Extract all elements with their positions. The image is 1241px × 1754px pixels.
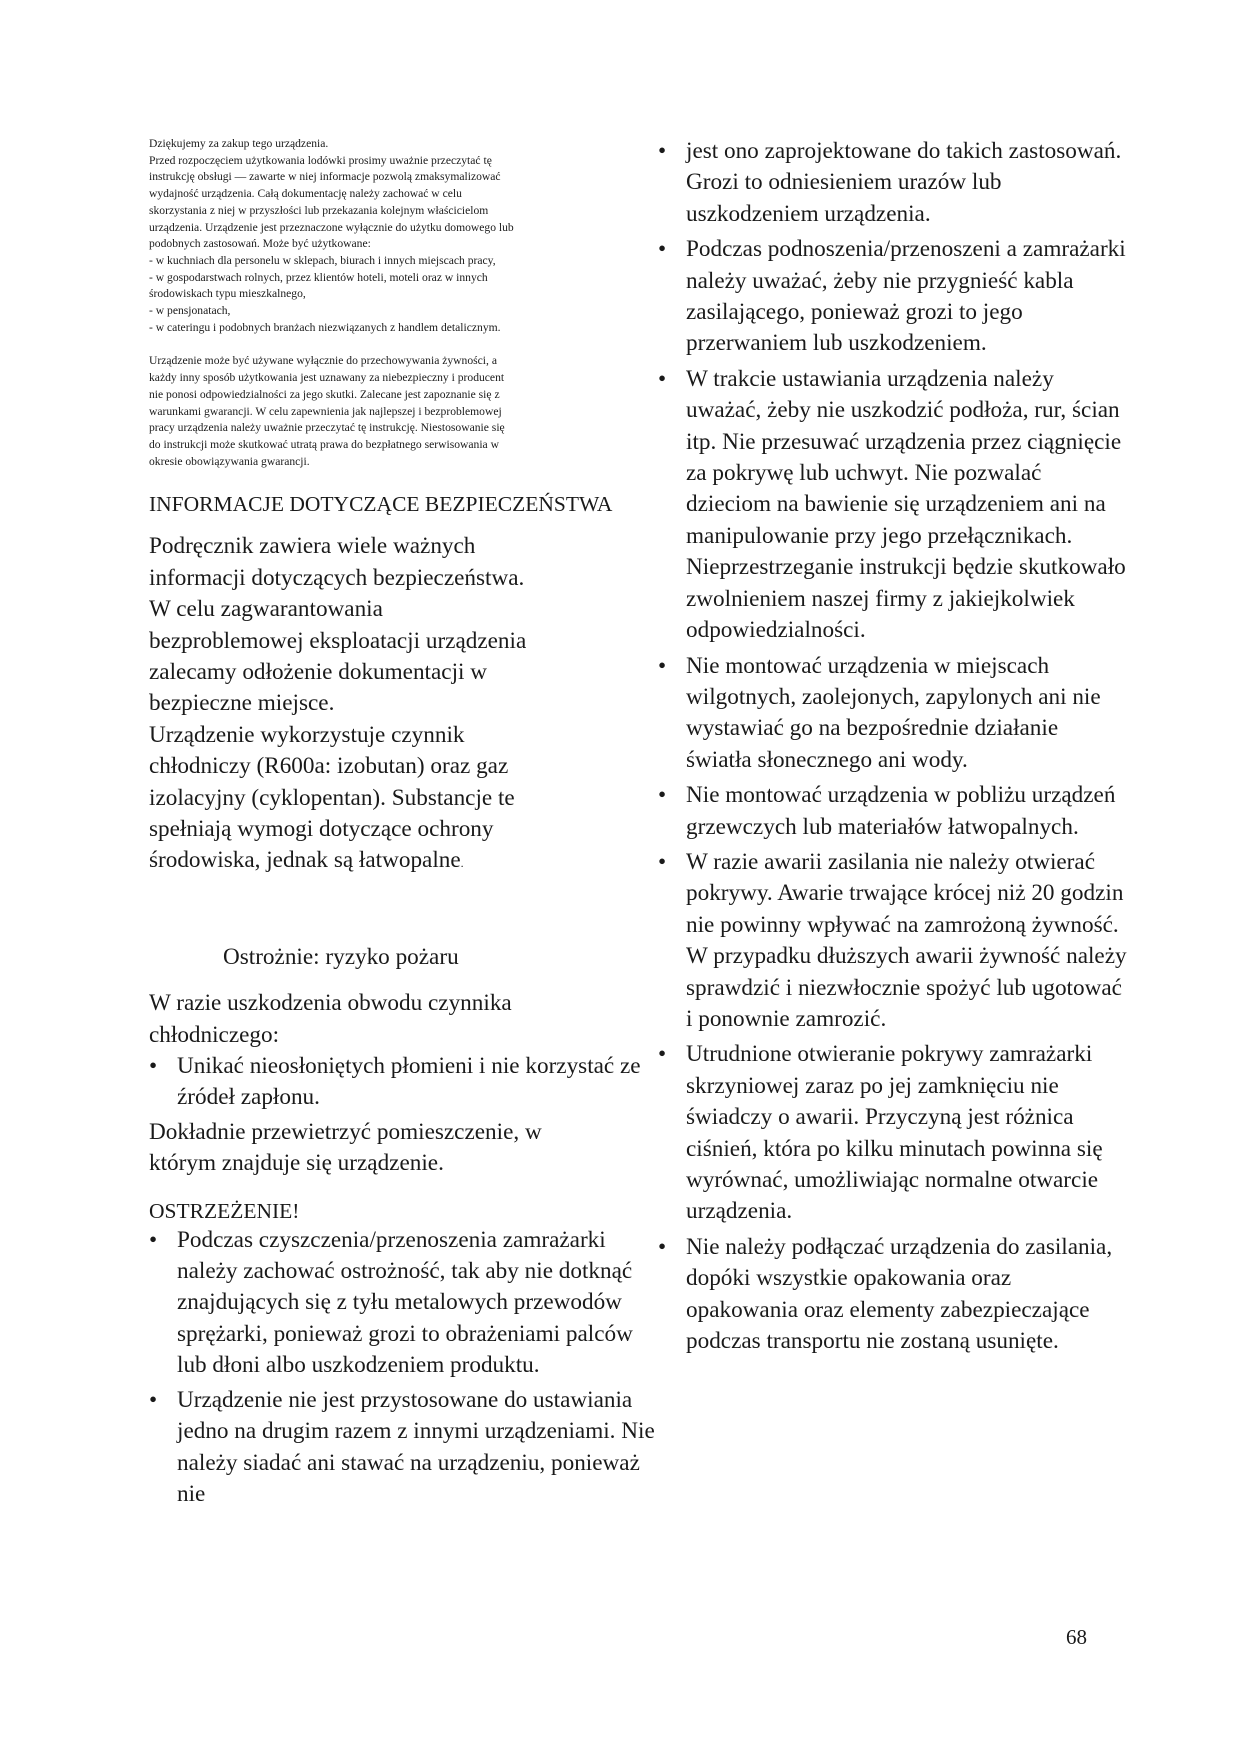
caution-intro bbox=[149, 988, 659, 1051]
bullet-icon: • bbox=[658, 848, 667, 875]
safety-line-last bbox=[149, 845, 659, 879]
safety-line: chłodniczy (R600a: izobutan) oraz gaz bbox=[149, 753, 509, 780]
usage-line: pracy urządzenia należy uważnie przeczytać tę instrukcję. Niestosowanie się bbox=[149, 421, 505, 435]
caution-title: Ostrożnie: ryzyko pożaru bbox=[223, 943, 459, 970]
warning-bullet-item bbox=[658, 234, 1128, 360]
safety-line: bezpieczne miejsce. bbox=[149, 690, 335, 717]
warning-bullet-text: W razie awarii zasilania nie należy otwierać pokrywy. Awarie trwające krócej niż 20 godzin nie powinny wpływać na zamrożoną żywność. W przypadku dłuższych awarii żywność należy sprawdzić i niezwłocznie spożyć lub ugotować i ponownie zamrozić. bbox=[686, 848, 1127, 1032]
intro-line: - w kuchniach dla personelu w sklepach, biurach i innych miejscach pracy, bbox=[149, 253, 496, 267]
safety-line: informacji dotyczących bezpieczeństwa. bbox=[149, 564, 525, 591]
right-column bbox=[658, 136, 1128, 1361]
usage-line: warunkami gwarancji. W celu zapewnienia jak najlepszej i bezproblemowej bbox=[149, 404, 502, 418]
safety-line: zalecamy odłożenie dokumentacji w bbox=[149, 658, 488, 685]
bullet-icon: • bbox=[658, 1233, 667, 1260]
warning-bullet-item bbox=[149, 1225, 659, 1382]
bullet-icon: • bbox=[149, 1226, 158, 1253]
intro-line: Przed rozpoczęciem użytkowania lodówki prosimy uważnie przeczytać tę bbox=[149, 153, 492, 167]
warning-title: OSTRZEŻENIE! bbox=[149, 1198, 300, 1223]
warning-bullet-item bbox=[658, 847, 1128, 1035]
bullet-icon: • bbox=[658, 138, 667, 164]
safety-paragraph bbox=[149, 531, 659, 879]
warning-bullet-item bbox=[658, 651, 1128, 777]
usage-line: nie ponosi odpowiedzialności za jego skutki. Zalecane jest zapoznanie się z bbox=[149, 387, 500, 401]
warning-bullet-text: Utrudnione otwieranie pokrywy zamrażarki skrzyniowej zaraz po jej zamknięciu nie świadczy o awarii. Przyczyną jest różnica ciśnień, która po kilku minutach powinna się wyrównać, umożliwiając normalne otwarcie urządzenia. bbox=[686, 1041, 1103, 1225]
intro-line: podobnych zastosowań. Może być użytkowane: bbox=[149, 237, 371, 251]
warning-bullet-text: W trakcie ustawiania urządzenia należy uważać, żeby nie uszkodzić podłoża, rur, ścian itp. Nie przesuwać urządzenia przez ciągnięcie za pokrywę lub uchwyt. Nie pozwalać dzieciom na bawienie się urządzeniem ani na manipulowanie przy jego przełącznikach. Nieprzestrzeganie instrukcji będzie skutkowało zwolnieniem naszej firmy z jakiejkolwiek odpowiedzialności. bbox=[686, 365, 1126, 644]
intro-line: skorzystania z niej w przyszłości lub przekazania kolejnym właścicielom bbox=[149, 203, 489, 217]
usage-line: do instrukcji może skutkować utratą prawa do bezpłatnego serwisowania w bbox=[149, 437, 499, 451]
safety-line: Urządzenie wykorzystuje czynnik bbox=[149, 721, 465, 748]
warning-bullet-text: jest ono zaprojektowane do takich zastosowań. Grozi to odniesieniem urazów lub uszkodzeniem urządzenia. bbox=[686, 138, 1122, 227]
safety-line: bezproblemowej eksploatacji urządzenia bbox=[149, 627, 527, 654]
caution-after-line: którym znajduje się urządzenie. bbox=[149, 1150, 444, 1177]
caution-bullet-item bbox=[149, 1051, 659, 1114]
caution-bullet-list bbox=[149, 1051, 659, 1114]
intro-block bbox=[149, 136, 659, 470]
bullet-icon: • bbox=[658, 782, 667, 809]
caution-intro-line: W razie uszkodzenia obwodu czynnika bbox=[149, 990, 512, 1017]
safety-line: W celu zagwarantowania bbox=[149, 596, 383, 623]
intro-line: instrukcję obsługi — zawarte w niej informacje pozwolą zmaksymalizować bbox=[149, 170, 501, 184]
warning-bullet-list-right bbox=[658, 136, 1128, 1357]
warning-bullet-text: Nie montować urządzenia w miejscach wilgotnych, zaolejonych, zapylonych ani nie wystawiać go na bezpośrednie działanie światła słonecznego ani wody. bbox=[686, 652, 1101, 773]
warning-bullet-list-left bbox=[149, 1225, 659, 1511]
intro-line: - w cateringu i podobnych branżach niezwiązanych z handlem detalicznym. bbox=[149, 320, 501, 334]
warning-bullet-text: Nie należy podłączać urządzenia do zasilania, dopóki wszystkie opakowania oraz opakowania oraz elementy zabezpieczające podczas transportu nie zostaną usunięte. bbox=[686, 1233, 1113, 1355]
safety-last-text: środowiska, jednak są łatwopalne bbox=[149, 847, 461, 874]
warning-bullet-text: Podczas czyszczenia/przenoszenia zamrażarki należy zachować ostrożność, tak aby nie dotknąć znajdujących się z tyłu metalowych przewodów sprężarki, ponieważ grozi to obrażeniami palców lub dłoni albo uszkodzeniem produktu. bbox=[177, 1226, 633, 1379]
caution-after-line: Dokładnie przewietrzyć pomieszczenie, w bbox=[149, 1118, 542, 1145]
warning-bullet-item bbox=[658, 1039, 1128, 1227]
bullet-icon: • bbox=[658, 1041, 667, 1068]
page-number: 68 bbox=[1066, 1625, 1087, 1649]
safety-line: spełniają wymogi dotyczące ochrony bbox=[149, 816, 494, 843]
caution-intro-line: chłodniczego: bbox=[149, 1021, 280, 1048]
usage-line: Urządzenie może być używane wyłącznie do przechowywania żywności, a bbox=[149, 354, 497, 368]
usage-line: okresie obowiązywania gwarancji. bbox=[149, 454, 310, 468]
warning-bullet-item bbox=[658, 1232, 1128, 1358]
bullet-icon: • bbox=[658, 365, 667, 392]
intro-line: Dziękujemy za zakup tego urządzenia. bbox=[149, 137, 329, 150]
warning-bullet-item bbox=[658, 364, 1128, 647]
usage-line: każdy inny sposób użytkowania jest uznawany za niebezpieczny i producent bbox=[149, 371, 505, 385]
safety-last-dot: . bbox=[460, 856, 464, 871]
caution-bullet-text: Unikać nieosłoniętych płomieni i nie korzystać ze źródeł zapłonu. bbox=[177, 1053, 641, 1111]
intro-line: wydajność urządzenia. Całą dokumentację należy zachować w celu bbox=[149, 187, 462, 201]
intro-line: - w pensjonatach, bbox=[149, 304, 231, 318]
safety-heading: INFORMACJE DOTYCZĄCE BEZPIECZEŃSTWA bbox=[149, 492, 613, 517]
intro-line: środowiskach typu mieszkalnego, bbox=[149, 287, 306, 301]
caution-after bbox=[149, 1117, 659, 1180]
intro-line: urządzenia. Urządzenie jest przeznaczone wyłącznie do użytku domowego lub bbox=[149, 220, 514, 234]
intro-line: - w gospodarstwach rolnych, przez klientów hoteli, moteli oraz w innych bbox=[149, 270, 488, 284]
warning-bullet-text: Podczas podnoszenia/przenoszeni a zamrażarki należy uważać, żeby nie przygnieść kabla zasilającego, ponieważ grozi to jego przerwaniem lub uszkodzeniem. bbox=[686, 236, 1126, 357]
bullet-icon: • bbox=[658, 652, 667, 679]
bullet-icon: • bbox=[149, 1386, 158, 1413]
safety-line: Podręcznik zawiera wiele ważnych bbox=[149, 533, 476, 560]
bullet-icon: • bbox=[658, 236, 667, 263]
bullet-icon: • bbox=[149, 1053, 158, 1080]
warning-bullet-item bbox=[658, 780, 1128, 843]
warning-bullet-item bbox=[658, 136, 1128, 230]
left-column bbox=[149, 136, 659, 1513]
warning-bullet-item bbox=[149, 1385, 659, 1511]
warning-bullet-text: Urządzenie nie jest przystosowane do ustawiania jedno na drugim razem z innymi urządzeniami. Nie należy siadać ani stawać na urządzeniu, ponieważ nie bbox=[177, 1386, 655, 1507]
safety-line: izolacyjny (cyklopentan). Substancje te bbox=[149, 784, 515, 811]
warning-bullet-text: Nie montować urządzenia w pobliżu urządzeń grzewczych lub materiałów łatwopalnych. bbox=[686, 782, 1116, 840]
